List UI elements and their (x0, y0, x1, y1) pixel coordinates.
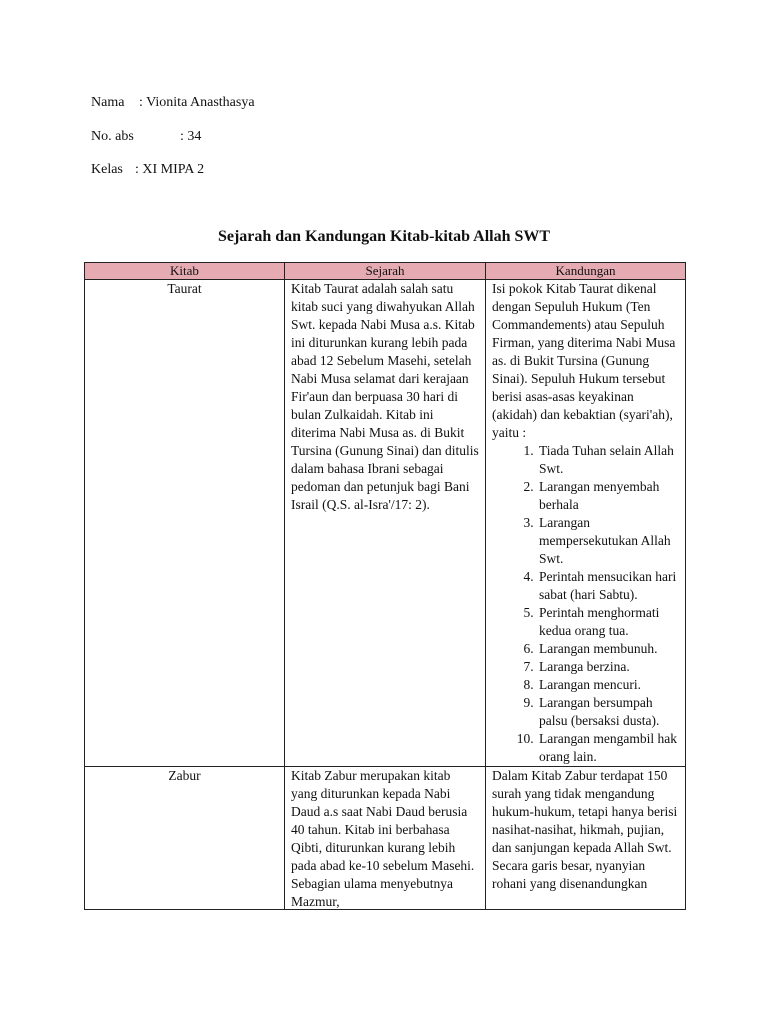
list-item: 9. Larangan bersumpah palsu (bersaksi dusta). (537, 694, 679, 730)
header-sejarah: Sejarah (285, 263, 486, 280)
list-item: 8. Larangan mencuri. (537, 676, 679, 694)
header-kitab: Kitab (85, 263, 285, 280)
kitab-table (84, 262, 686, 910)
cell-kandungan-zabur (486, 767, 686, 910)
header-kandungan: Kandungan (486, 263, 686, 280)
list-item: 5. Perintah menghormati kedua orang tua. (537, 604, 679, 640)
kitab-zabur-text: Zabur (168, 768, 201, 783)
commandments-list (492, 442, 679, 766)
list-item: 10. Larangan mengambil hak orang lain. (537, 730, 679, 766)
cell-sejarah-taurat: Kitab Taurat adalah salah satu kitab suci yang diwahyukan Allah Swt. kepada Nabi Musa a.s. Kitab ini diturunkan kurang lebih pada abad 12 Sebelum Masehi, setelah Nabi Musa selamat dari kerajaan Fir'aun dan berpuasa 30 hari di bulan Zulkaidah. Kitab ini diterima Nabi Musa as. di Bukit Tursina (Gunung Sinai) dan ditulis dalam bahasa Ibrani sebagai pedoman dan petunjuk bagi Bani Israil (Q.S. al-Isra'/17: 2). (285, 280, 486, 767)
name-label: Nama (91, 95, 125, 110)
list-item: 2. Larangan menyembah berhala (537, 478, 679, 514)
name-value: : Vionita Anasthasya (139, 95, 255, 110)
cell-sejarah-zabur (285, 767, 486, 910)
abs-label: No. abs (91, 129, 134, 144)
table-row-taurat (85, 280, 686, 767)
student-abs-line (91, 128, 201, 146)
kandungan-zabur-text: Dalam Kitab Zabur terdapat 150 surah yang tidak mengandung hukum-hukum, tetapi hanya berisi nasihat-nasihat, hikmah, pujian, dan sanjungan kepada Allah Swt. Secara garis besar, nyanyian rohani yang disenandungkan (492, 768, 678, 891)
list-item: 1. Tiada Tuhan selain Allah Swt. (537, 442, 679, 478)
sejarah-zabur-text: Kitab Zabur merupakan kitab yang diturunkan kepada Nabi Daud a.s saat Nabi Daud berusia 40 tahun. Kitab ini berbahasa Qibti, diturunkan kurang lebih pada abad ke-10 sebelum Masehi. Sebagian ulama menyebutnya Mazmur, (291, 768, 475, 909)
cell-kitab-zabur (85, 767, 285, 910)
cell-kitab-taurat: Taurat (85, 280, 285, 767)
class-value: : XI MIPA 2 (135, 162, 205, 177)
document-title: Sejarah dan Kandungan Kitab-kitab Allah SWT (217, 228, 551, 245)
kandungan-intro: Isi pokok Kitab Taurat dikenal dengan Sepuluh Hukum (Ten Commandements) atau Sepuluh Firman, yang diterima Nabi Musa as. di Bukit Tursina (Gunung Sinai). Sepuluh Hukum tersebut berisi asas-asas keyakinan (akidah) dan kebaktian (syari'ah), yaitu : (492, 281, 676, 440)
list-item: 7. Laranga berzina. (537, 658, 679, 676)
abs-value: : 34 (180, 129, 202, 144)
list-item: 4. Perintah mensucikan hari sabat (hari Sabtu). (537, 568, 679, 604)
list-item: 6. Larangan membunuh. (537, 640, 679, 658)
student-class-line (91, 161, 204, 179)
class-label: Kelas (91, 162, 123, 177)
student-name-line (91, 94, 255, 112)
table-header-row (85, 263, 686, 280)
table-row-zabur (85, 767, 686, 910)
list-item: 3. Larangan mempersekutukan Allah Swt. (537, 514, 679, 568)
cell-kandungan-taurat (486, 280, 686, 767)
